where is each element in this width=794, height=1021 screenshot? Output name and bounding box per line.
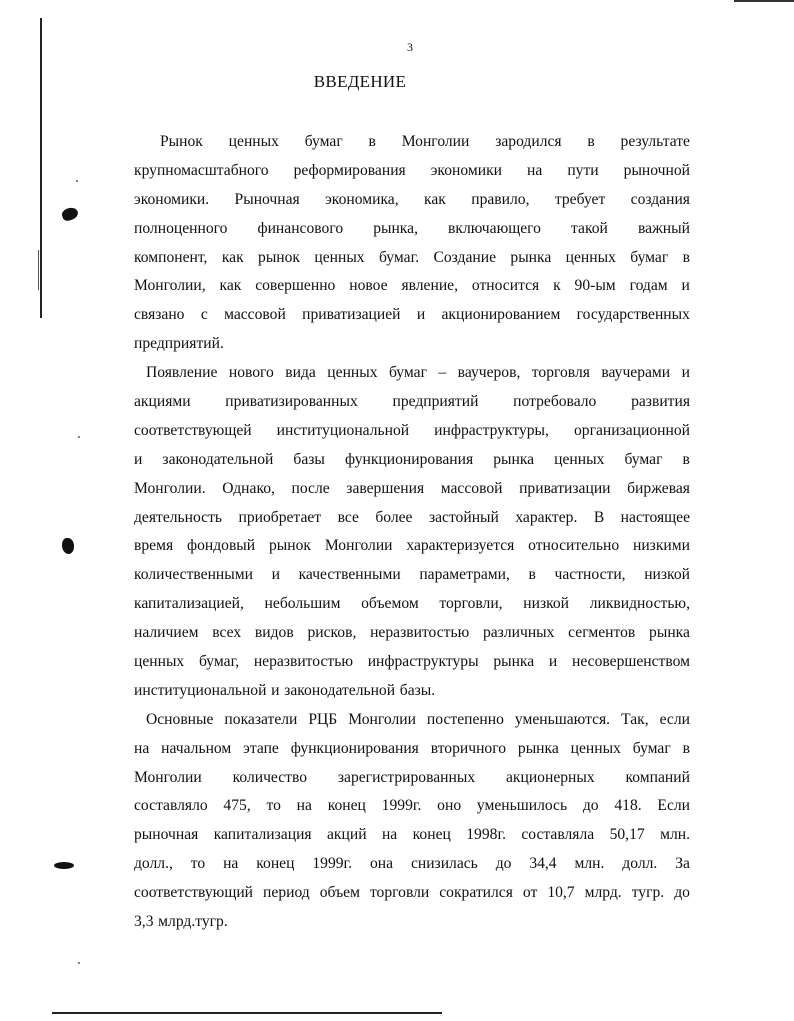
word: в <box>682 739 690 757</box>
word: видов <box>254 624 294 642</box>
word: то <box>190 855 206 873</box>
word: крупномасштабного <box>134 161 269 179</box>
binder-hole-mark <box>62 538 74 554</box>
word: долл. <box>622 855 658 873</box>
word: экономики <box>430 161 502 179</box>
word: требует <box>554 190 606 208</box>
word: В <box>593 508 605 526</box>
text-line <box>134 244 690 273</box>
word: на <box>527 161 543 179</box>
word: после <box>291 479 330 497</box>
text-line <box>134 186 690 215</box>
word: характер. <box>515 508 578 526</box>
text-line <box>134 735 690 764</box>
scan-speck <box>78 436 80 438</box>
word: застойный <box>428 508 499 526</box>
word: правило, <box>471 190 530 208</box>
word: наличием <box>134 624 199 642</box>
word: приватизированных <box>225 393 358 411</box>
word: в <box>682 248 690 266</box>
scan-speck <box>78 962 80 964</box>
word: акционерных <box>505 768 595 786</box>
word: на <box>134 739 150 757</box>
word: 1998г. <box>466 826 506 844</box>
word: частности, <box>554 566 626 584</box>
word: оно <box>437 797 462 815</box>
word: в <box>587 133 595 150</box>
word: ценных <box>228 133 279 150</box>
word: как <box>221 248 244 266</box>
word: нового <box>228 364 274 382</box>
word: различных <box>482 624 555 642</box>
word: такой <box>571 219 608 237</box>
word: 50,17 <box>609 826 645 844</box>
text-line <box>134 330 690 359</box>
word: рынка <box>649 624 690 642</box>
word: институциональной <box>134 681 267 699</box>
word: уменьшаются. <box>514 710 611 728</box>
word: соответствующей <box>134 421 252 439</box>
text-line <box>134 590 690 619</box>
text-line <box>134 215 690 244</box>
word: капитализация <box>213 826 312 844</box>
word: относительно <box>528 537 620 555</box>
word: вида <box>285 364 316 382</box>
word: биржевая <box>627 479 690 497</box>
word: рынок <box>258 248 301 266</box>
word: и <box>548 653 558 671</box>
word: все <box>337 508 359 526</box>
word: снизилась <box>410 855 478 873</box>
word: связано <box>134 306 185 324</box>
word: массовой <box>440 479 503 497</box>
body-text <box>134 128 690 937</box>
word: постепенно <box>426 710 504 728</box>
word: рыночной <box>623 161 690 179</box>
word: рисков, <box>307 624 357 642</box>
word: бумаг. <box>378 248 420 266</box>
word: и <box>416 306 426 324</box>
word: акционированием <box>441 306 561 324</box>
word: реформирования <box>293 161 406 179</box>
word: торговля <box>531 364 590 382</box>
word: Рынок <box>160 133 203 150</box>
word: пути <box>567 161 599 179</box>
word: бумаг <box>388 364 427 382</box>
text-line <box>134 157 690 186</box>
text-line <box>134 359 690 388</box>
word: базы. <box>399 681 436 699</box>
word: Монголии <box>324 537 393 555</box>
word: бумаг, <box>198 653 240 671</box>
word: до <box>495 855 512 873</box>
word: завершения <box>346 479 425 497</box>
word: функционирования <box>344 450 474 468</box>
word: с <box>200 306 208 324</box>
text-line <box>134 764 690 793</box>
word: конец <box>412 826 451 844</box>
text-line <box>134 561 690 590</box>
word: 10,7 <box>547 884 575 902</box>
text-line <box>134 821 690 850</box>
word: в <box>368 133 376 150</box>
word: зародился <box>495 133 562 150</box>
page-title: ВВЕДЕНИЕ <box>313 72 407 91</box>
word: млн. <box>574 855 605 873</box>
word: количественными <box>134 566 253 584</box>
word: РЦБ <box>308 710 338 728</box>
word: рынка <box>510 248 552 266</box>
word: компонент, <box>134 248 208 266</box>
word: полноценного <box>134 219 228 237</box>
word: приватизацией <box>302 306 401 324</box>
word: составляло <box>134 797 208 815</box>
page-number: 3 <box>407 40 413 54</box>
text-line <box>134 388 690 417</box>
word: 1999г. <box>381 797 422 815</box>
word: базы <box>293 450 325 468</box>
word: и <box>271 681 280 699</box>
word: до <box>582 797 599 815</box>
word: время <box>134 537 174 555</box>
word: относится <box>471 277 540 295</box>
text-line <box>134 446 690 475</box>
word: и <box>271 566 280 584</box>
word: настоящее <box>620 508 690 526</box>
word: рыночная <box>134 826 199 844</box>
word: неразвитостью <box>370 624 470 642</box>
word: ценных <box>565 248 616 266</box>
word: млрд. <box>584 884 622 902</box>
text-line <box>134 128 690 157</box>
word: сегментов <box>568 624 636 642</box>
word: объем <box>319 884 360 902</box>
word: тугр. <box>631 884 665 902</box>
word: и <box>681 364 690 382</box>
word: государственных <box>576 306 690 324</box>
word: 90-ым <box>574 277 616 295</box>
word: финансового <box>257 219 344 237</box>
word: рынка <box>517 739 559 757</box>
word: организационной <box>573 421 690 439</box>
word: экономика, <box>325 190 399 208</box>
word: до <box>674 884 690 902</box>
word: несовершенством <box>572 653 690 671</box>
word: параметрами, <box>419 566 510 584</box>
word: торговли <box>369 884 430 902</box>
word: бумаг <box>624 450 663 468</box>
scan-edge-mark <box>40 18 42 318</box>
word: 418. <box>614 797 642 815</box>
binder-hole-mark <box>54 862 74 869</box>
text-line <box>134 475 690 504</box>
word: бумаг <box>630 248 669 266</box>
word: уменьшилось <box>476 797 568 815</box>
word: – <box>438 364 447 382</box>
scan-edge-mark <box>38 250 39 290</box>
word: ценных <box>570 739 621 757</box>
word: важный <box>637 219 690 237</box>
word: законодательной <box>162 450 274 468</box>
word: явление, <box>401 277 458 295</box>
text-line <box>134 417 690 446</box>
word: Монголии <box>348 710 416 728</box>
word: институциональной <box>276 421 410 439</box>
word: более <box>375 508 413 526</box>
word: период <box>263 884 310 902</box>
word: акциями <box>134 393 191 411</box>
word: млрд.тугр. <box>158 913 228 931</box>
word: как <box>219 277 242 295</box>
text-line <box>134 619 690 648</box>
paragraph <box>134 128 690 359</box>
word: компаний <box>625 768 690 786</box>
word: неразвитостью <box>253 653 353 671</box>
text-line <box>134 677 690 706</box>
bottom-rule <box>52 1012 442 1014</box>
word: законодательной <box>284 681 396 699</box>
word: всех <box>212 624 242 642</box>
word: небольшим <box>264 595 341 613</box>
word: предприятий <box>392 393 479 411</box>
word: экономики. <box>134 190 210 208</box>
word: ценных <box>327 364 378 382</box>
word: предприятий. <box>134 335 224 353</box>
word: рынка <box>493 653 535 671</box>
text-line <box>134 908 690 937</box>
word: низкими <box>632 537 690 555</box>
text-line <box>134 272 690 301</box>
word: бумаг <box>632 739 671 757</box>
word: включающего <box>448 219 541 237</box>
word: Появление <box>146 364 218 382</box>
word: и <box>681 277 690 295</box>
word: ценных <box>314 248 365 266</box>
text-line <box>134 301 690 330</box>
scan-edge-mark <box>734 0 794 8</box>
word: показатели <box>224 710 298 728</box>
word: акций <box>327 826 367 844</box>
word: создания <box>630 190 690 208</box>
word: 475, <box>223 797 251 815</box>
text-line <box>134 792 690 821</box>
word: рынок <box>268 537 311 555</box>
word: ликвидностью, <box>589 595 690 613</box>
word: ценных <box>134 653 185 671</box>
word: на <box>381 826 398 844</box>
word: инфраструктуры <box>367 653 479 671</box>
word: на <box>223 855 239 873</box>
word: потребовало <box>513 393 597 411</box>
word: объемом <box>361 595 419 613</box>
word: от <box>522 884 538 902</box>
word: Рыночная <box>234 190 300 208</box>
word: Если <box>657 797 690 815</box>
word: массовой <box>224 306 286 324</box>
paragraph <box>134 706 690 937</box>
word: характеризуется <box>406 537 515 555</box>
word: Так, <box>621 710 649 728</box>
word: ваучерами <box>601 364 671 382</box>
word: в <box>682 450 690 468</box>
word: конец <box>256 855 295 873</box>
word: то <box>266 797 281 815</box>
word: рынка, <box>373 219 418 237</box>
text-line <box>134 879 690 908</box>
word: она <box>369 855 394 873</box>
word: деятельность <box>134 508 223 526</box>
word: фондовый <box>186 537 256 555</box>
binder-hole-mark <box>60 206 79 223</box>
word: Создание <box>433 248 497 266</box>
text-line <box>134 850 690 879</box>
word: Монголии <box>134 768 202 786</box>
word: Монголии. <box>134 479 206 497</box>
word: если <box>659 710 690 728</box>
word: и <box>134 450 143 468</box>
word: низкой <box>523 595 570 613</box>
word: ваучеров, <box>457 364 521 382</box>
text-line <box>134 532 690 561</box>
word: развития <box>631 393 690 411</box>
word: млн. <box>660 826 690 844</box>
word: количество <box>232 768 308 786</box>
word: вторичного <box>430 739 507 757</box>
word: Однако, <box>222 479 275 497</box>
word: Основные <box>146 710 214 728</box>
word: Монголии <box>401 133 470 150</box>
word: совершенно <box>255 277 336 295</box>
word: долл., <box>134 855 173 873</box>
word: на <box>296 797 312 815</box>
word: За <box>675 855 690 873</box>
word: бумаг <box>304 133 343 150</box>
word: ценных <box>554 450 605 468</box>
word: этапе <box>243 739 279 757</box>
word: торговли, <box>439 595 503 613</box>
word: Монголии, <box>134 277 206 295</box>
word: капитализацией, <box>134 595 244 613</box>
word: приватизации <box>519 479 611 497</box>
text-line <box>134 504 690 533</box>
word: инфраструктуры, <box>434 421 549 439</box>
word: 3,3 <box>134 913 154 931</box>
word: начальном <box>161 739 232 757</box>
word: новое <box>349 277 388 295</box>
word: 34,4 <box>529 855 557 873</box>
word: составляла <box>521 826 595 844</box>
word: зарегистрированных <box>337 768 476 786</box>
scan-speck <box>76 180 78 182</box>
word: рынка <box>493 450 535 468</box>
word: сократился <box>439 884 513 902</box>
word: как <box>424 190 446 208</box>
word: к <box>553 277 561 295</box>
word: соответствующий <box>134 884 254 902</box>
word: в <box>528 566 536 584</box>
word: результате <box>620 133 690 150</box>
word: 1999г. <box>312 855 353 873</box>
text-line <box>134 706 690 735</box>
word: низкой <box>644 566 690 584</box>
paragraph <box>134 359 690 706</box>
word: функционирования <box>290 739 419 757</box>
text-line <box>134 648 690 677</box>
word: годам <box>629 277 668 295</box>
word: качественными <box>298 566 401 584</box>
word: конец <box>327 797 366 815</box>
word: приобретает <box>238 508 322 526</box>
